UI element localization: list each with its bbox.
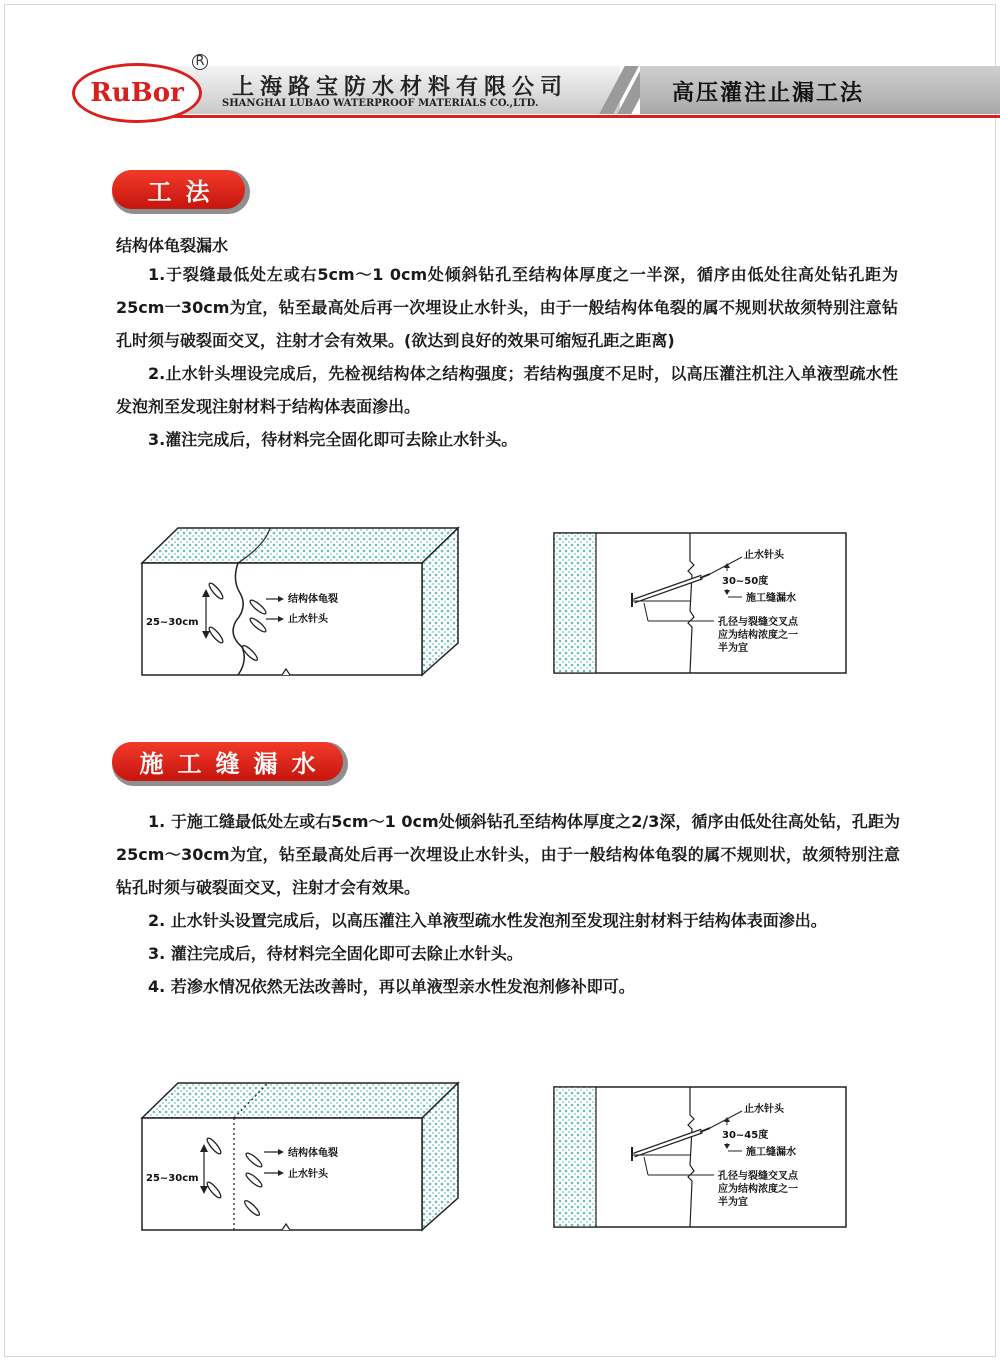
paragraph: 3.灌注完成后，待材料完全固化即可去除止水针头。	[148, 430, 518, 449]
needle-label: 止水针头	[288, 1169, 328, 1180]
page-header	[0, 54, 1000, 122]
note-line: 应为结构浓度之一	[718, 1184, 798, 1195]
crack-label: 结构体龟裂	[288, 1148, 338, 1159]
section1-body	[116, 258, 898, 456]
section-heading: 施工缝漏水	[112, 742, 343, 781]
joint-block-diagram	[140, 1080, 470, 1240]
angle-label: 30~45度	[722, 1130, 769, 1141]
paragraph: 1. 于施工缝最低处左或右5cm～1 0cm处倾斜钻孔至结构体厚度之2/3深，循序由低处往高处钻，孔距为25cm～30cm为宜，钻至最高处后再一次埋设止水针头，由于一般结构体龟裂的属不规则状，故须特别注意钻孔时须与破裂面交叉，注射才会有效果。	[116, 812, 900, 897]
note-line: 半为宜	[718, 1197, 748, 1208]
injection-angle-diagram	[552, 531, 848, 675]
header-divider	[150, 115, 1000, 118]
company-name-cn: 上海路宝防水材料有限公司	[232, 74, 569, 100]
section-subtitle: 结构体龟裂漏水	[116, 236, 229, 255]
section-heading-badge	[112, 742, 348, 786]
needle-label: 止水针头	[744, 1104, 784, 1115]
section-heading: 工法	[112, 170, 245, 209]
dimension-label: 25~30cm	[146, 1173, 199, 1184]
note-line: 孔径与裂缝交叉点	[718, 1171, 798, 1182]
paragraph: 1.于裂缝最低处左或右5cm～1 0cm处倾斜钻孔至结构体厚度之一半深，循序由低处往高处钻孔距为25cm一30cm为宜，钻至最高处后再一次埋设止水针头，由于一般结构体龟裂的属不规则状故须特别注意钻孔时须与破裂面交叉，注射才会有效果。(欲达到良好的效果可缩短孔距之距离)	[116, 265, 898, 350]
injection-angle-diagram	[552, 1085, 848, 1229]
angle-label: 30~50度	[722, 576, 769, 587]
section2-body	[116, 805, 900, 1003]
paragraph: 4. 若渗水情况依然无法改善时，再以单液型亲水性发泡剂修补即可。	[148, 977, 635, 996]
dimension-label: 25~30cm	[146, 617, 199, 628]
joint-label: 施工缝漏水	[746, 1147, 796, 1158]
note-line: 半为宜	[718, 643, 748, 654]
company-name-en: SHANGHAI LUBAO WATERPROOF MATERIALS CO.,LTD.	[222, 98, 539, 109]
paragraph: 2. 止水针头设置完成后，以高压灌注入单液型疏水性发泡剂至发现注射材料于结构体表面渗出。	[148, 911, 827, 930]
needle-label: 止水针头	[288, 614, 328, 625]
crack-block-diagram	[140, 525, 470, 685]
rubor-logo	[72, 63, 202, 123]
needle-label: 止水针头	[744, 550, 784, 561]
note-line: 孔径与裂缝交叉点	[718, 617, 798, 628]
section-heading-badge	[112, 170, 250, 214]
registered-mark: R	[192, 54, 208, 70]
paragraph: 3. 灌注完成后，待材料完全固化即可去除止水针头。	[148, 944, 523, 963]
joint-label: 施工缝漏水	[746, 593, 796, 604]
page-title: 高压灌注止漏工法	[672, 81, 865, 106]
note-line: 应为结构浓度之一	[718, 630, 798, 641]
crack-label: 结构体龟裂	[288, 594, 338, 605]
paragraph: 2.止水针头埋设完成后，先检视结构体之结构强度；若结构强度不足时，以高压灌注机注入单液型疏水性发泡剂至发现注射材料于结构体表面渗出。	[116, 364, 898, 416]
logo-text: RuBor	[90, 78, 184, 108]
